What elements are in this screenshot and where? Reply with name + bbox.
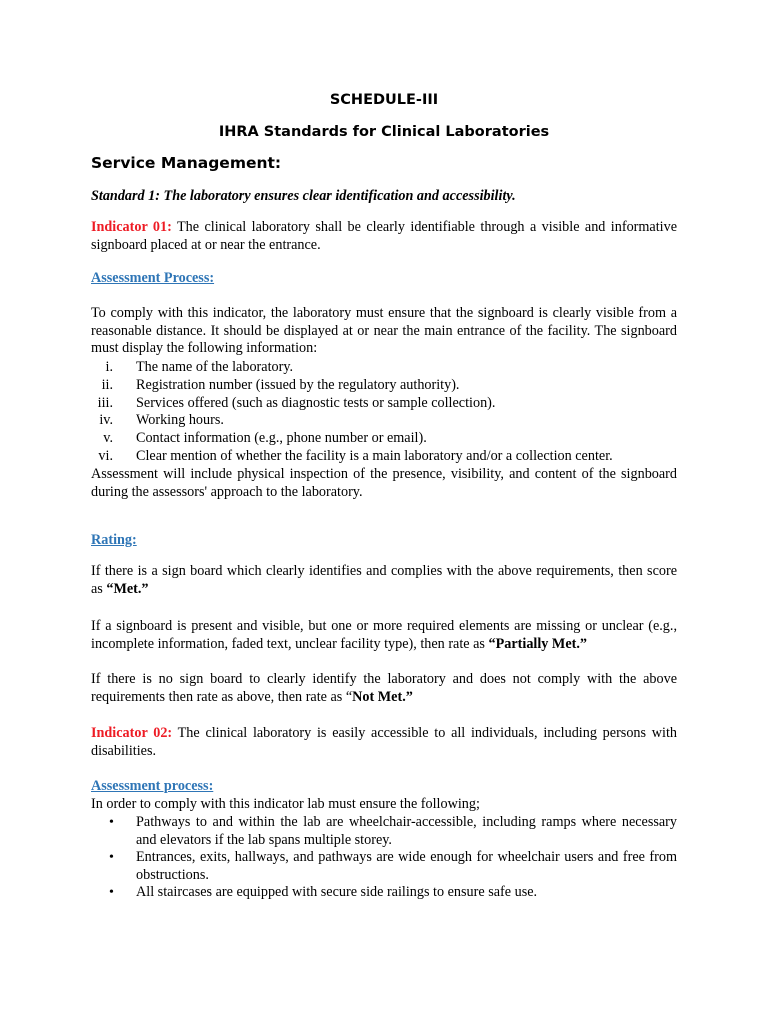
signboard-requirements-list (91, 359, 677, 466)
bullet-icon: • (109, 850, 114, 866)
partially-met-label: “Partially Met.” (488, 635, 587, 652)
schedule-heading: SCHEDULE-III (329, 92, 439, 108)
list-item: • Entrances, exits, hallways, and pathways are wide enough for wheelchair users and free from obstructions. (109, 849, 677, 883)
rating-heading: Rating: (91, 532, 137, 548)
not-met-label: Not Met.” (352, 688, 413, 705)
met-label: “Met.” (106, 580, 149, 597)
indicator-01-label: Indicator 01: (91, 219, 172, 235)
list-item: ii. Registration number (issued by the regulatory authority). (101, 376, 460, 393)
assessment-intro: To comply with this indicator, the laboratory must ensure that the signboard is clearly visible from a reasonable distance. It should be displayed at or near the main entrance of the facility. The signboard must display the following information: (91, 305, 677, 357)
bullet-icon: • (109, 885, 114, 901)
list-item: • Pathways to and within the lab are wheelchair-accessible, including ramps where necessary and elevators if the lab spans multiple storey. (109, 814, 677, 848)
indicator-01-text: The clinical laboratory shall be clearly identifiable through a visible and informative signboard placed at or near the entrance. (91, 219, 677, 253)
assessment-2-intro: In order to comply with this indicator lab must ensure the following; (91, 796, 480, 812)
rating-not-met-paragraph: If there is no sign board to clearly identify the laboratory and does not comply with the above requirements then rate as above, then rate as “Not Met.” (91, 671, 677, 705)
rating-partially-met-paragraph: If a signboard is present and visible, but one or more required elements are missing or unclear (e.g., incomplete information, faded text, unclear facility type), then rate as “Partially Met.” (91, 618, 677, 652)
indicator-01-paragraph (91, 219, 677, 254)
list-item: • All staircases are equipped with secure side railings to ensure safe use. (109, 884, 538, 901)
standard-statement: Standard 1: The laboratory ensures clear identification and accessibility. (91, 188, 516, 204)
list-item: v. Contact information (e.g., phone number or email). (103, 430, 427, 447)
assessment-process-2-heading: Assessment process: (91, 778, 214, 794)
list-item: vi. Clear mention of whether the facility is a main laboratory and/or a collection center. (98, 447, 613, 464)
indicator-02-paragraph (91, 725, 677, 760)
assessment-process-heading: Assessment Process: (91, 270, 215, 286)
list-item: i. The name of the laboratory. (105, 359, 294, 375)
assessment-outro: Assessment will include physical inspection of the presence, visibility, and content of the signboard during the assessors' approach to the laboratory. (91, 466, 677, 500)
list-item: iii. Services offered (such as diagnostic tests or sample collection). (97, 394, 496, 411)
list-item: iv. Working hours. (99, 412, 224, 429)
indicator-02-text: The clinical laboratory is easily accessible to all individuals, including persons with disabilities. (91, 725, 677, 759)
indicator-02-label: Indicator 02: (91, 725, 173, 741)
bullet-icon: • (109, 815, 114, 830)
document-title: IHRA Standards for Clinical Laboratories (218, 124, 550, 140)
rating-met-paragraph: If there is a sign board which clearly identifies and complies with the above requirements, then score as “Met.” (91, 563, 677, 597)
section-heading: Service Management: (91, 154, 282, 172)
accessibility-requirements-list (91, 814, 677, 902)
